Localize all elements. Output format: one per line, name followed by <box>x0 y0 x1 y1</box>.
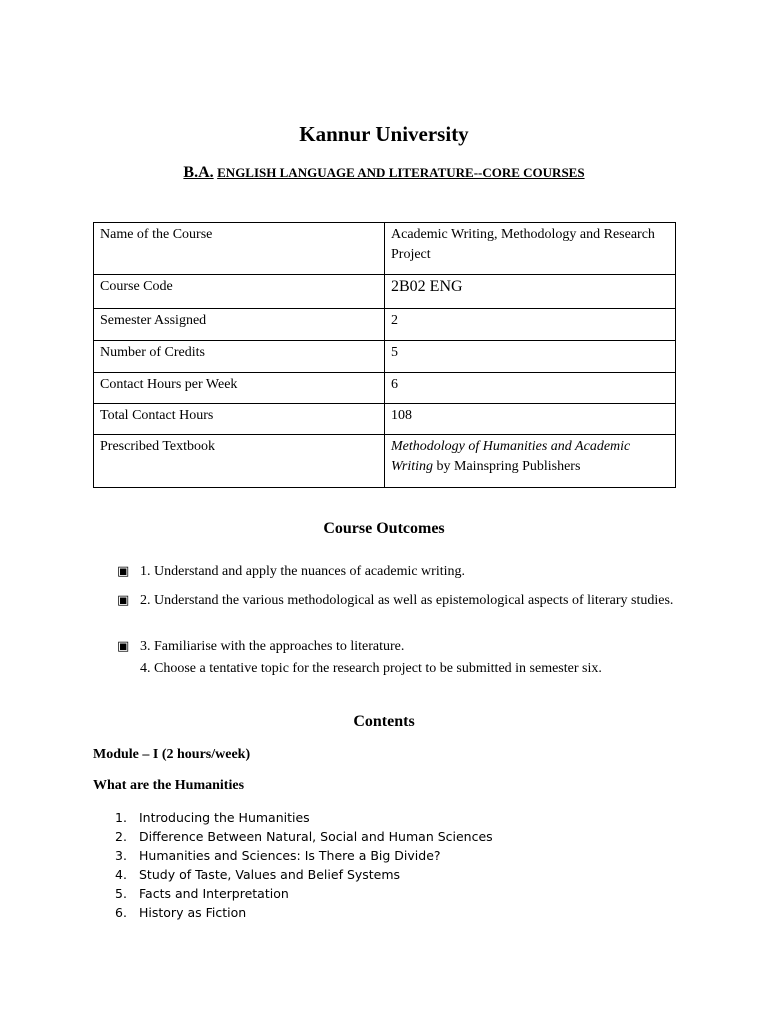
row-label-credits: Number of Credits <box>94 341 385 373</box>
topic-number: 6. <box>115 905 127 920</box>
course-outcomes-heading: Course Outcomes <box>323 520 445 537</box>
table-row <box>94 373 676 404</box>
list-item <box>115 827 615 846</box>
topic-number: 1. <box>115 810 127 825</box>
row-value-course-name: Academic Writing, Methodology and Research Project <box>385 223 676 275</box>
list-item <box>117 658 677 679</box>
checkbox-bullet-icon: ▣ <box>117 564 130 579</box>
row-label-course-code: Course Code <box>94 275 385 309</box>
programme-heading <box>0 163 768 184</box>
table-row <box>94 341 676 373</box>
topic-text: Humanities and Sciences: Is There a Big Divide? <box>139 848 441 863</box>
contents-heading: Contents <box>353 713 415 730</box>
topic-number: 4. <box>115 867 127 882</box>
list-item <box>115 884 615 903</box>
programme-abbr: B.A. <box>183 164 214 181</box>
outcome-text: 2. Understand the various methodological as well as epistemological aspects of literary studies. <box>140 593 674 608</box>
outcome-text: 4. Choose a tentative topic for the research project to be submitted in semester six. <box>140 661 602 676</box>
list-item <box>115 846 615 865</box>
outcome-text: 1. Understand and apply the nuances of academic writing. <box>140 564 466 579</box>
row-label-course-name: Name of the Course <box>94 223 385 275</box>
row-value-textbook <box>385 435 676 488</box>
topic-text: History as Fiction <box>139 905 247 920</box>
topic-list <box>115 808 615 922</box>
table-row <box>94 275 676 309</box>
row-value-credits: 5 <box>385 341 676 373</box>
list-item <box>115 865 615 884</box>
table-row <box>94 309 676 341</box>
topic-text: Facts and Interpretation <box>139 886 289 901</box>
row-label-textbook: Prescribed Textbook <box>94 435 385 488</box>
row-value-hours-per-week: 6 <box>385 373 676 404</box>
row-value-course-code: 2B02 ENG <box>385 275 676 309</box>
checkbox-bullet-icon: ▣ <box>117 593 130 608</box>
list-item <box>117 590 677 632</box>
table-row <box>94 404 676 435</box>
topic-number: 5. <box>115 886 127 901</box>
row-label-total-hours: Total Contact Hours <box>94 404 385 435</box>
list-item <box>117 636 677 657</box>
programme-title: ENGLISH LANGUAGE AND LITERATURE--CORE COURSES <box>217 165 585 180</box>
table-row <box>94 435 676 488</box>
topic-number: 3. <box>115 848 127 863</box>
topic-text: Introducing the Humanities <box>139 810 310 825</box>
page-title: Kannur University <box>299 122 469 146</box>
module-title: What are the Humanities <box>93 778 245 793</box>
topic-number: 2. <box>115 829 127 844</box>
row-value-semester: 2 <box>385 309 676 341</box>
textbook-title: Methodology of Humanities and Academic Writing <box>391 439 631 474</box>
outcome-text: 3. Familiarise with the approaches to literature. <box>140 639 405 654</box>
list-item <box>115 903 615 922</box>
list-item <box>115 808 615 827</box>
row-label-hours-per-week: Contact Hours per Week <box>94 373 385 404</box>
module-heading: Module – I (2 hours/week) <box>93 747 251 762</box>
row-label-semester: Semester Assigned <box>94 309 385 341</box>
topic-text: Study of Taste, Values and Belief Systems <box>139 867 401 882</box>
checkbox-bullet-icon: ▣ <box>117 639 130 654</box>
row-value-total-hours: 108 <box>385 404 676 435</box>
list-item <box>117 561 677 582</box>
table-row <box>94 223 676 275</box>
topic-text: Difference Between Natural, Social and Human Sciences <box>139 829 493 844</box>
textbook-publisher: by Mainspring Publishers <box>433 459 581 474</box>
course-details-table <box>93 222 676 488</box>
